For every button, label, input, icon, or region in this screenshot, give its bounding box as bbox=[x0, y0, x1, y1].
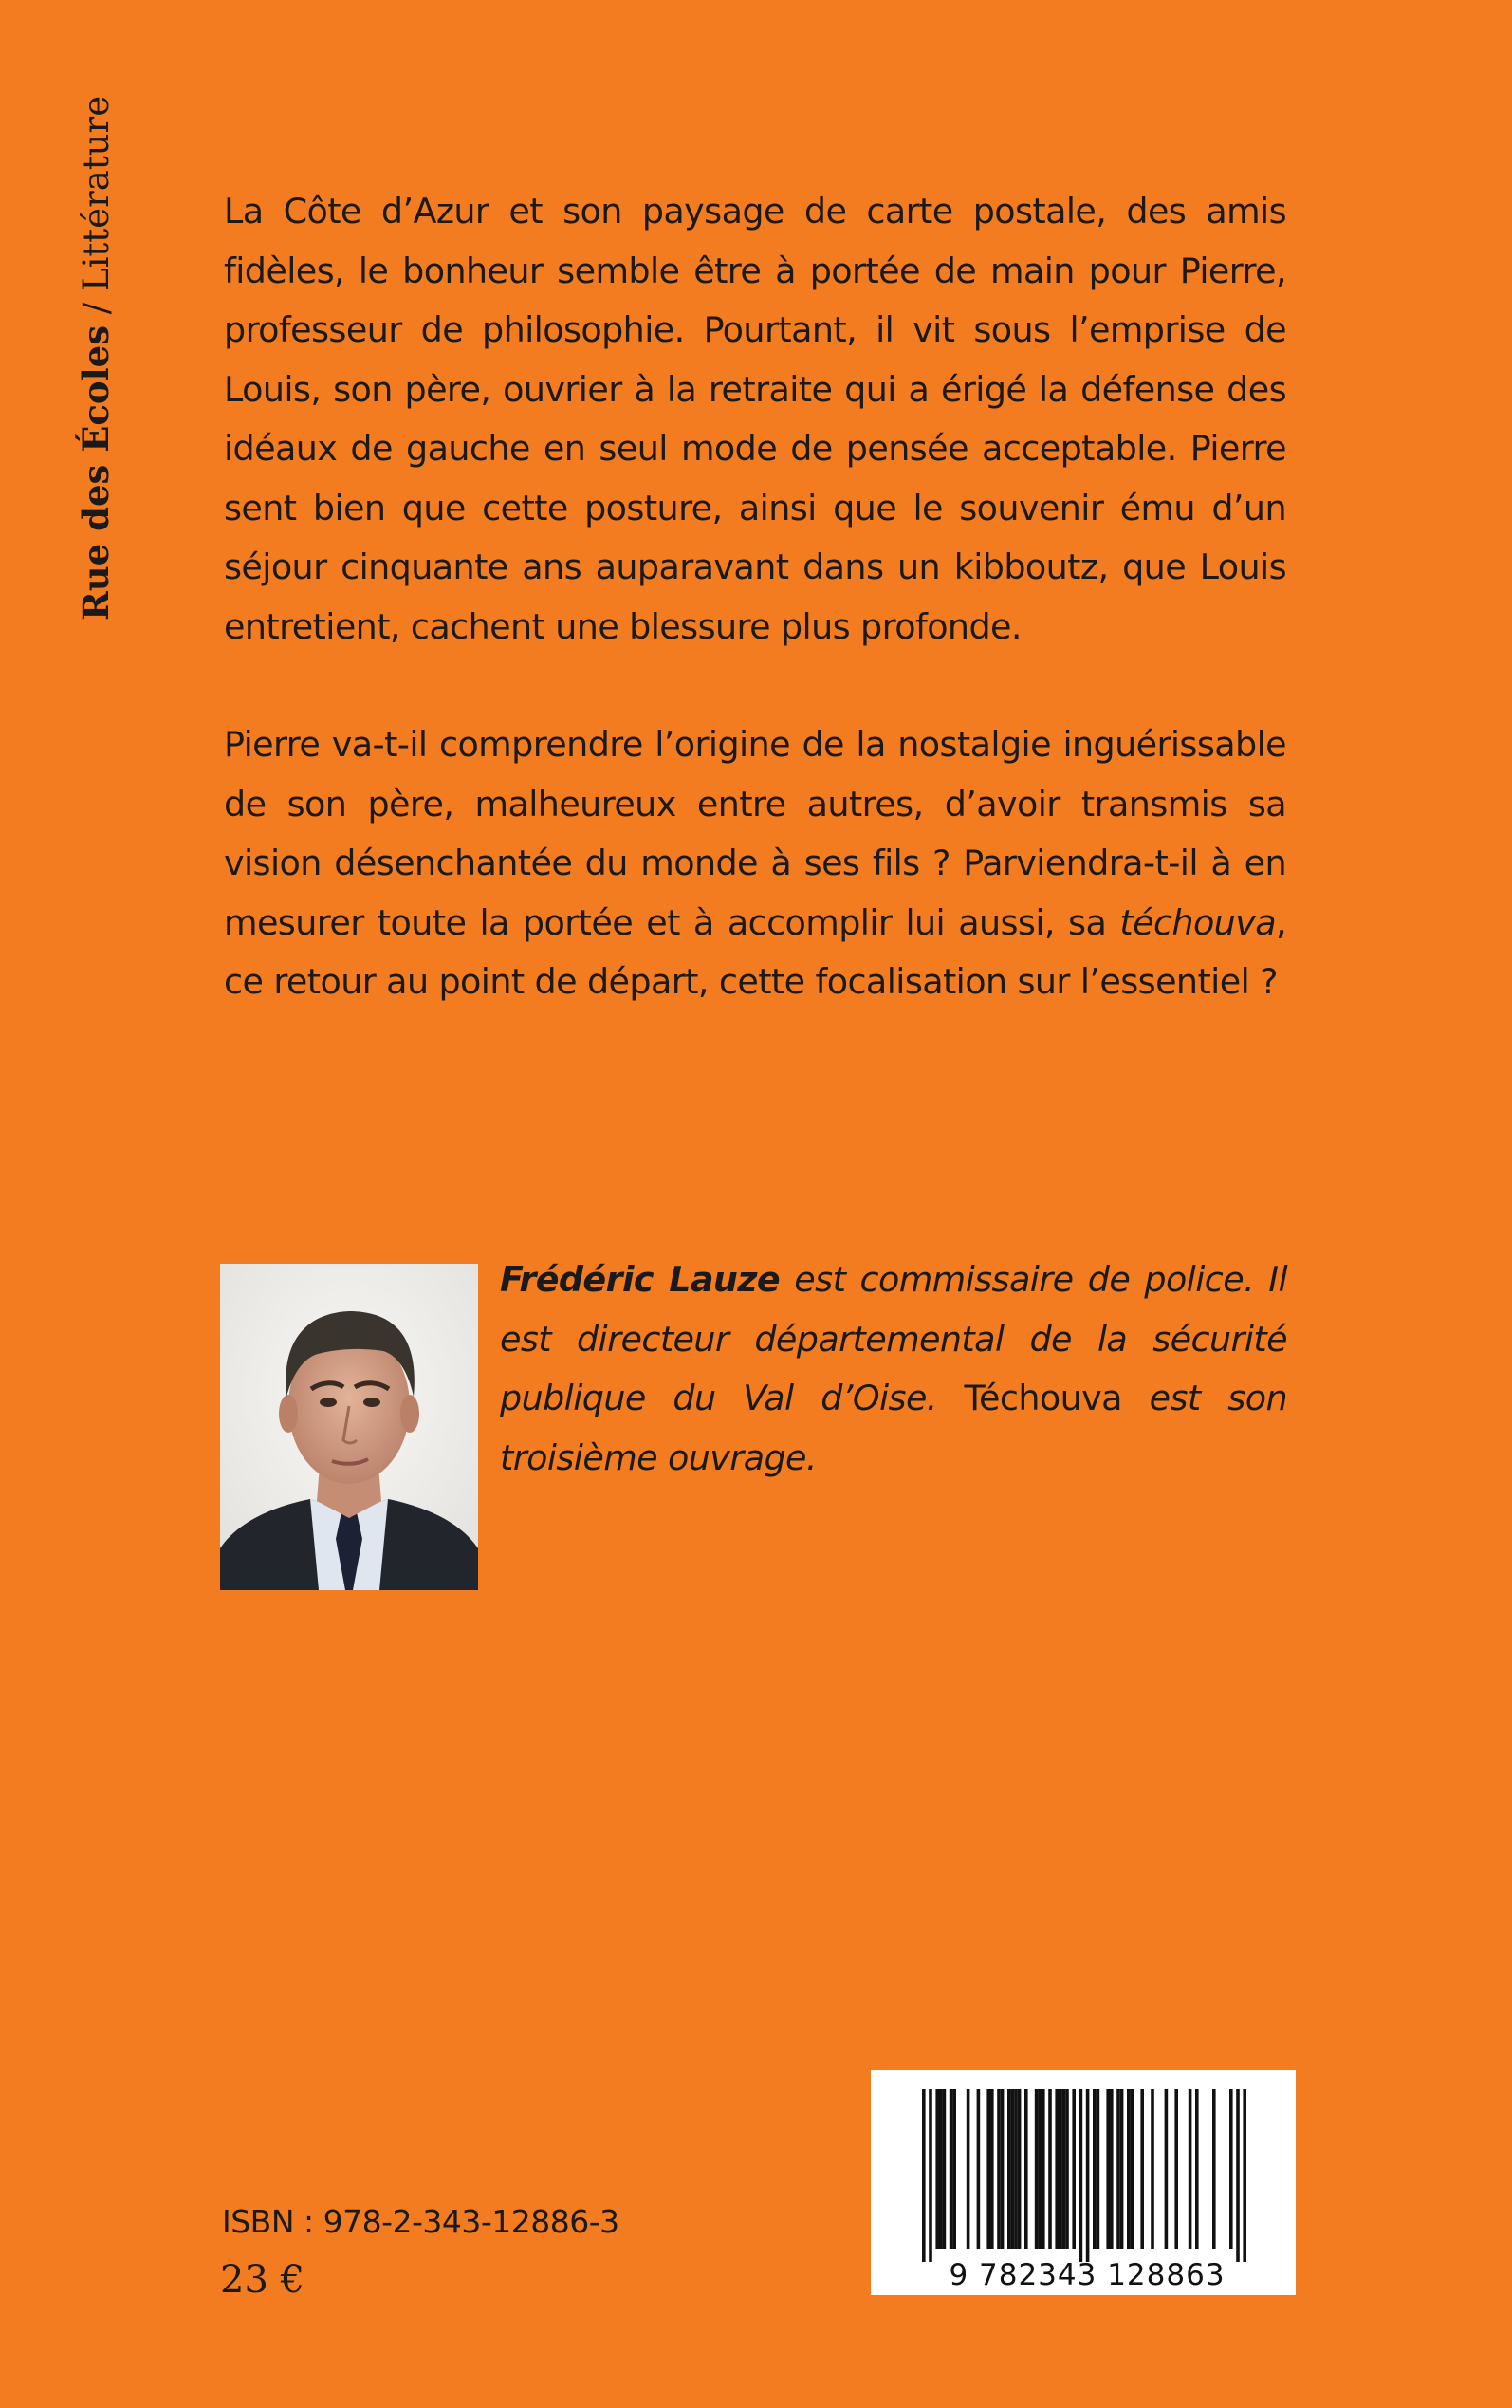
barcode-bar bbox=[1072, 2089, 1076, 2249]
barcode-bar bbox=[1018, 2089, 1022, 2249]
barcode-bar bbox=[1165, 2089, 1169, 2249]
author-bio-part-1: est commissaire de police. Il est directeur départemental de la sécurité publique du Val d’Oise. bbox=[500, 1259, 1287, 1418]
barcode-bar bbox=[967, 2089, 970, 2249]
series-separator: / bbox=[76, 290, 117, 325]
barcode-bar bbox=[1243, 2089, 1246, 2262]
barcode-bar bbox=[1236, 2089, 1240, 2262]
series-name: Rue des Écoles bbox=[75, 324, 117, 621]
barcode-bar bbox=[1140, 2089, 1144, 2249]
barcode-bar bbox=[1042, 2089, 1045, 2249]
barcode-bar bbox=[997, 2089, 1001, 2249]
spine-label bbox=[72, 95, 120, 668]
barcode-bar bbox=[1059, 2089, 1062, 2249]
barcode-bar bbox=[1127, 2089, 1131, 2249]
barcode-bar bbox=[1001, 2089, 1005, 2249]
barcode-bar bbox=[990, 2089, 994, 2249]
barcode-bar bbox=[939, 2089, 943, 2249]
barcode-bar bbox=[1093, 2089, 1097, 2249]
blurb-paragraph-2-start: Pierre va-t-il comprendre l’origine de la nostalgie inguérissable de son père, malheureux entre autres, d’avoir transmis sa vision désenchantée du monde à ses fils ? Parviendra-t-il à en mesurer toute la portée et à accomplir lui aussi, sa bbox=[224, 724, 1286, 943]
barcode-bar bbox=[1110, 2089, 1114, 2249]
author-bio bbox=[500, 1250, 1287, 1488]
barcode-bar bbox=[1055, 2089, 1059, 2249]
author-name: Frédéric Lauze bbox=[500, 1259, 781, 1300]
barcode-bar bbox=[922, 2089, 926, 2262]
barcode-bar bbox=[935, 2089, 939, 2249]
barcode-bar bbox=[1106, 2089, 1110, 2249]
barcode-bar bbox=[1014, 2089, 1018, 2249]
barcode-digits: 9 782343 128863 bbox=[949, 2258, 1226, 2292]
blurb-paragraph-1: La Côte d’Azur et son paysage de carte postale, des amis fidèles, le bonheur semble être à portée de main pour Pierre, professeur de philosophie. Pourtant, il vit sous l’emprise de Louis, son père, ouvrier à la retraite qui a érigé la défense des idéaux de gauche en seul mode de pensée acceptable. Pierre sent bien que cette posture, ainsi que le souvenir ému d’un séjour cinquante ans auparavant dans un kibboutz, que Louis entretient, cachent une blessure plus profonde. bbox=[224, 191, 1286, 647]
barcode-bar bbox=[952, 2089, 956, 2249]
barcode-bar bbox=[1116, 2089, 1120, 2249]
barcode-bar bbox=[1062, 2089, 1066, 2249]
barcode-bar bbox=[943, 2089, 947, 2249]
barcode-bar bbox=[1174, 2089, 1178, 2249]
price-label: 23 € bbox=[220, 2258, 305, 2302]
barcode-bar bbox=[1131, 2089, 1134, 2249]
author-portrait-icon bbox=[220, 1264, 478, 1590]
barcode bbox=[871, 2070, 1296, 2295]
barcode-bar bbox=[1212, 2089, 1216, 2249]
isbn-number: ISBN : 978-2-343-12886-3 bbox=[222, 2203, 619, 2240]
barcode-bar bbox=[1086, 2089, 1090, 2262]
barcode-bar bbox=[1011, 2089, 1015, 2249]
series-collection-label bbox=[72, 96, 120, 621]
barcode-bar bbox=[1097, 2089, 1100, 2249]
barcode-bar bbox=[1007, 2089, 1011, 2249]
barcode-bar bbox=[1065, 2089, 1069, 2249]
barcode-bar bbox=[1229, 2089, 1233, 2249]
author-photo bbox=[220, 1264, 478, 1590]
barcode-bar bbox=[1120, 2089, 1124, 2249]
barcode-bar bbox=[1195, 2089, 1199, 2249]
barcode-bar bbox=[1038, 2089, 1042, 2249]
author-bio-part-2: est son troisième ouvrage. bbox=[500, 1378, 1287, 1478]
barcode-bar bbox=[1048, 2089, 1052, 2249]
barcode-bars bbox=[922, 2089, 1246, 2262]
blurb-term-techouva: téchouva bbox=[1119, 901, 1276, 943]
barcode-bar bbox=[1151, 2089, 1154, 2249]
back-cover-blurb bbox=[224, 182, 1286, 1012]
blurb-paragraph-2-end: , ce retour au point de départ, cette focalisation sur l’essentiel ? bbox=[224, 901, 1286, 1002]
blurb-paragraph-2 bbox=[224, 715, 1286, 1012]
barcode-bar bbox=[1024, 2089, 1028, 2249]
series-genre: Littérature bbox=[76, 95, 117, 291]
barcode-bar bbox=[1035, 2089, 1039, 2249]
barcode-bar bbox=[950, 2089, 953, 2249]
barcode-bar bbox=[986, 2089, 990, 2249]
author-book-title: Téchouva bbox=[964, 1378, 1122, 1418]
barcode-bar bbox=[1189, 2089, 1192, 2249]
barcode-bar bbox=[977, 2089, 981, 2249]
barcode-bar bbox=[1079, 2089, 1083, 2262]
barcode-bar bbox=[929, 2089, 932, 2262]
